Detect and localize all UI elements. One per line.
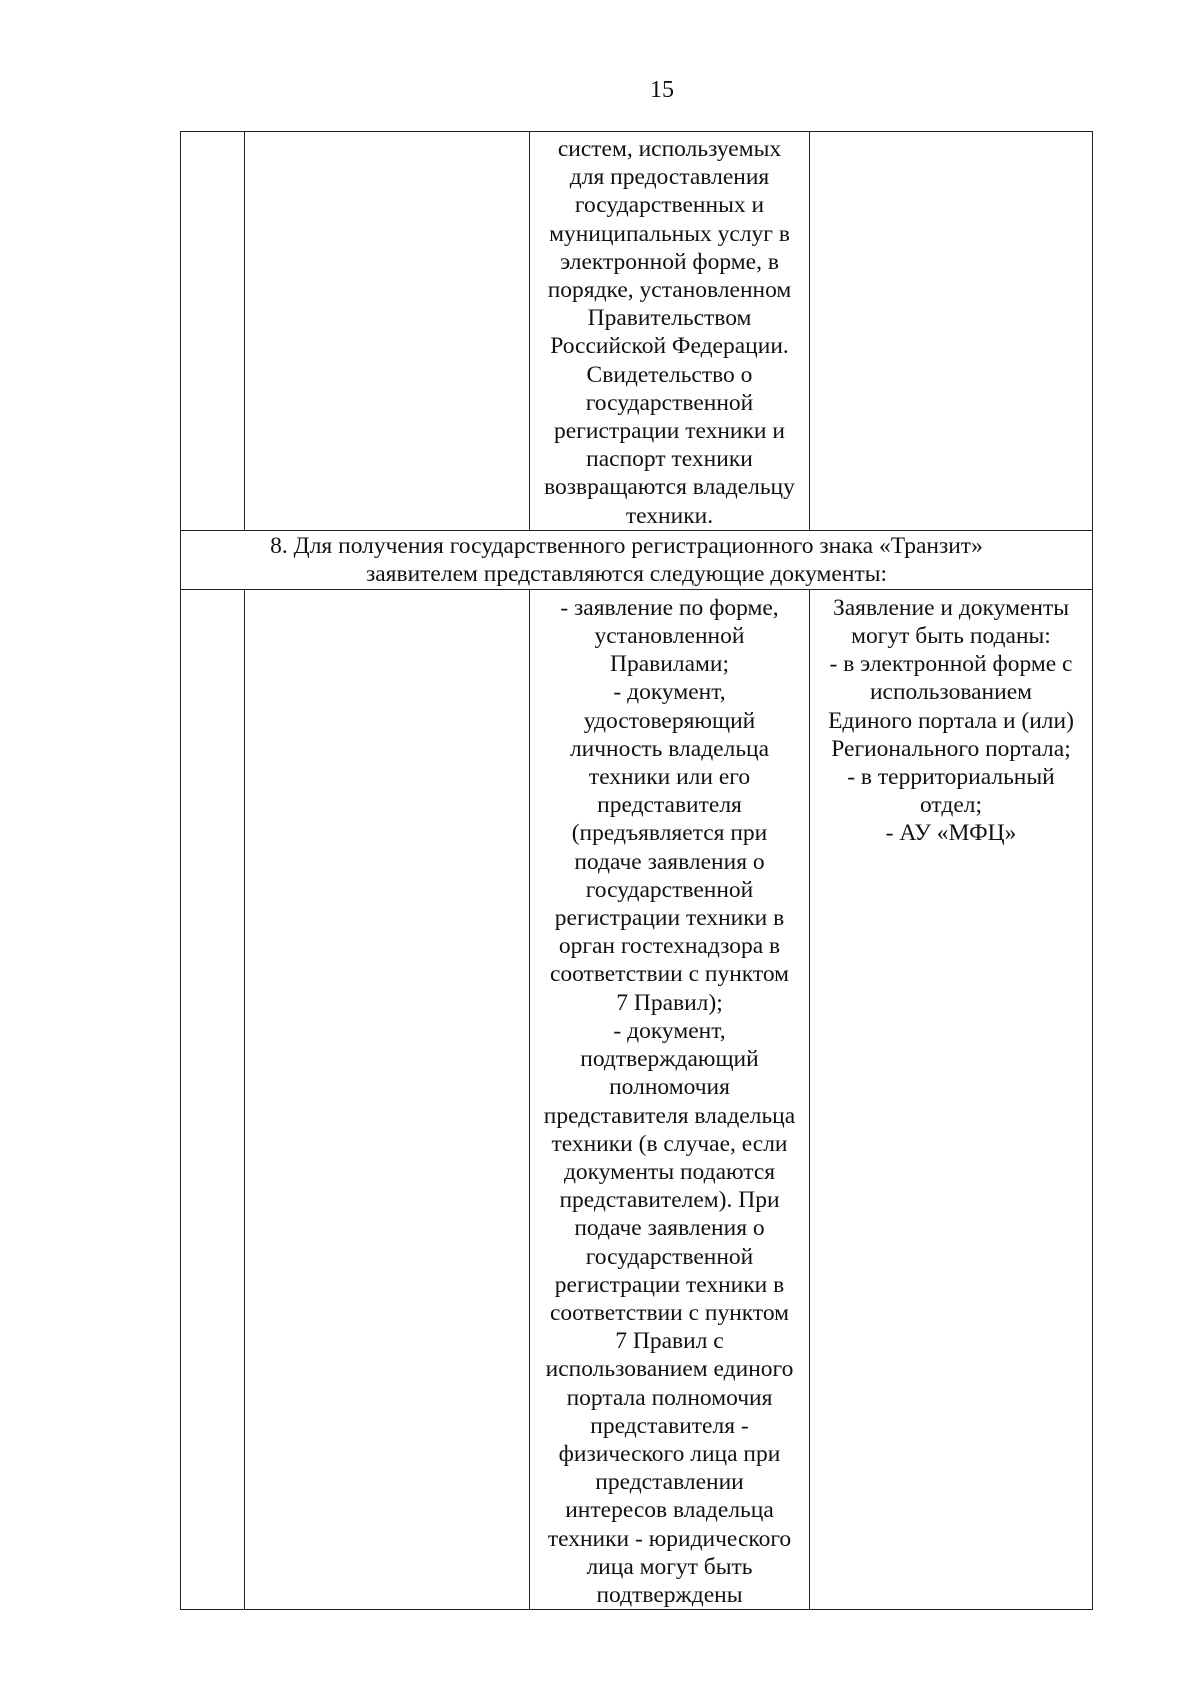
documents-text: систем, используемых для предоставления государственных и муниципальных услуг в электронной форме, в порядке, установленном Правительством Российской Федерации. Свидетельство о государственной регистрации техники и паспорт техники возвращаются владельцу техники.	[544, 136, 795, 529]
submission-methods-text: Заявление и документы могут быть поданы: - в электронной форме с использованием Единого портала и (или) Регионального портала; - в территориальный отдел; - АУ «МФЦ»	[828, 594, 1074, 847]
section-heading-cell	[181, 530, 1093, 589]
cell-text	[245, 132, 529, 135]
table-cell-documents	[530, 132, 810, 531]
cell-text	[181, 132, 244, 135]
procedure-table	[180, 131, 1093, 1610]
table-cell-number	[181, 589, 245, 1609]
table-cell-service	[245, 132, 530, 531]
table-cell-service	[245, 589, 530, 1609]
page-number: 15	[650, 77, 674, 103]
section-heading: 8. Для получения государственного регистрационного знака «Транзит» заявителем представляются следующие документы:	[270, 532, 983, 587]
cell-text	[181, 590, 244, 594]
documents-list-text: - заявление по форме, установленной Правилами; - документ, удостоверяющий личность владельца техники или его представителя (предъявляется при подаче заявления о государственной регистрации техники в орган гостехнадзора в соответствии с пунктом 7 Правил); - документ, подтверждающий полномочия представителя владельца техники (в случае, если документы подаются представителем). При подаче заявления о государственной регистрации техники в соответствии с пунктом 7 Правил с использованием единого портала полномочия представителя - физического лица при представлении интересов владельца техники - юридического лица могут быть подтверждены	[543, 594, 796, 1608]
table-cell-number	[181, 132, 245, 531]
cell-text	[810, 132, 1092, 135]
table-cell-documents	[530, 589, 810, 1609]
table-row	[181, 589, 1093, 1609]
table-row	[181, 132, 1093, 531]
cell-text	[245, 590, 529, 594]
section-heading-row	[181, 530, 1093, 589]
table-cell-submission	[810, 589, 1093, 1609]
table-cell-submission	[810, 132, 1093, 531]
